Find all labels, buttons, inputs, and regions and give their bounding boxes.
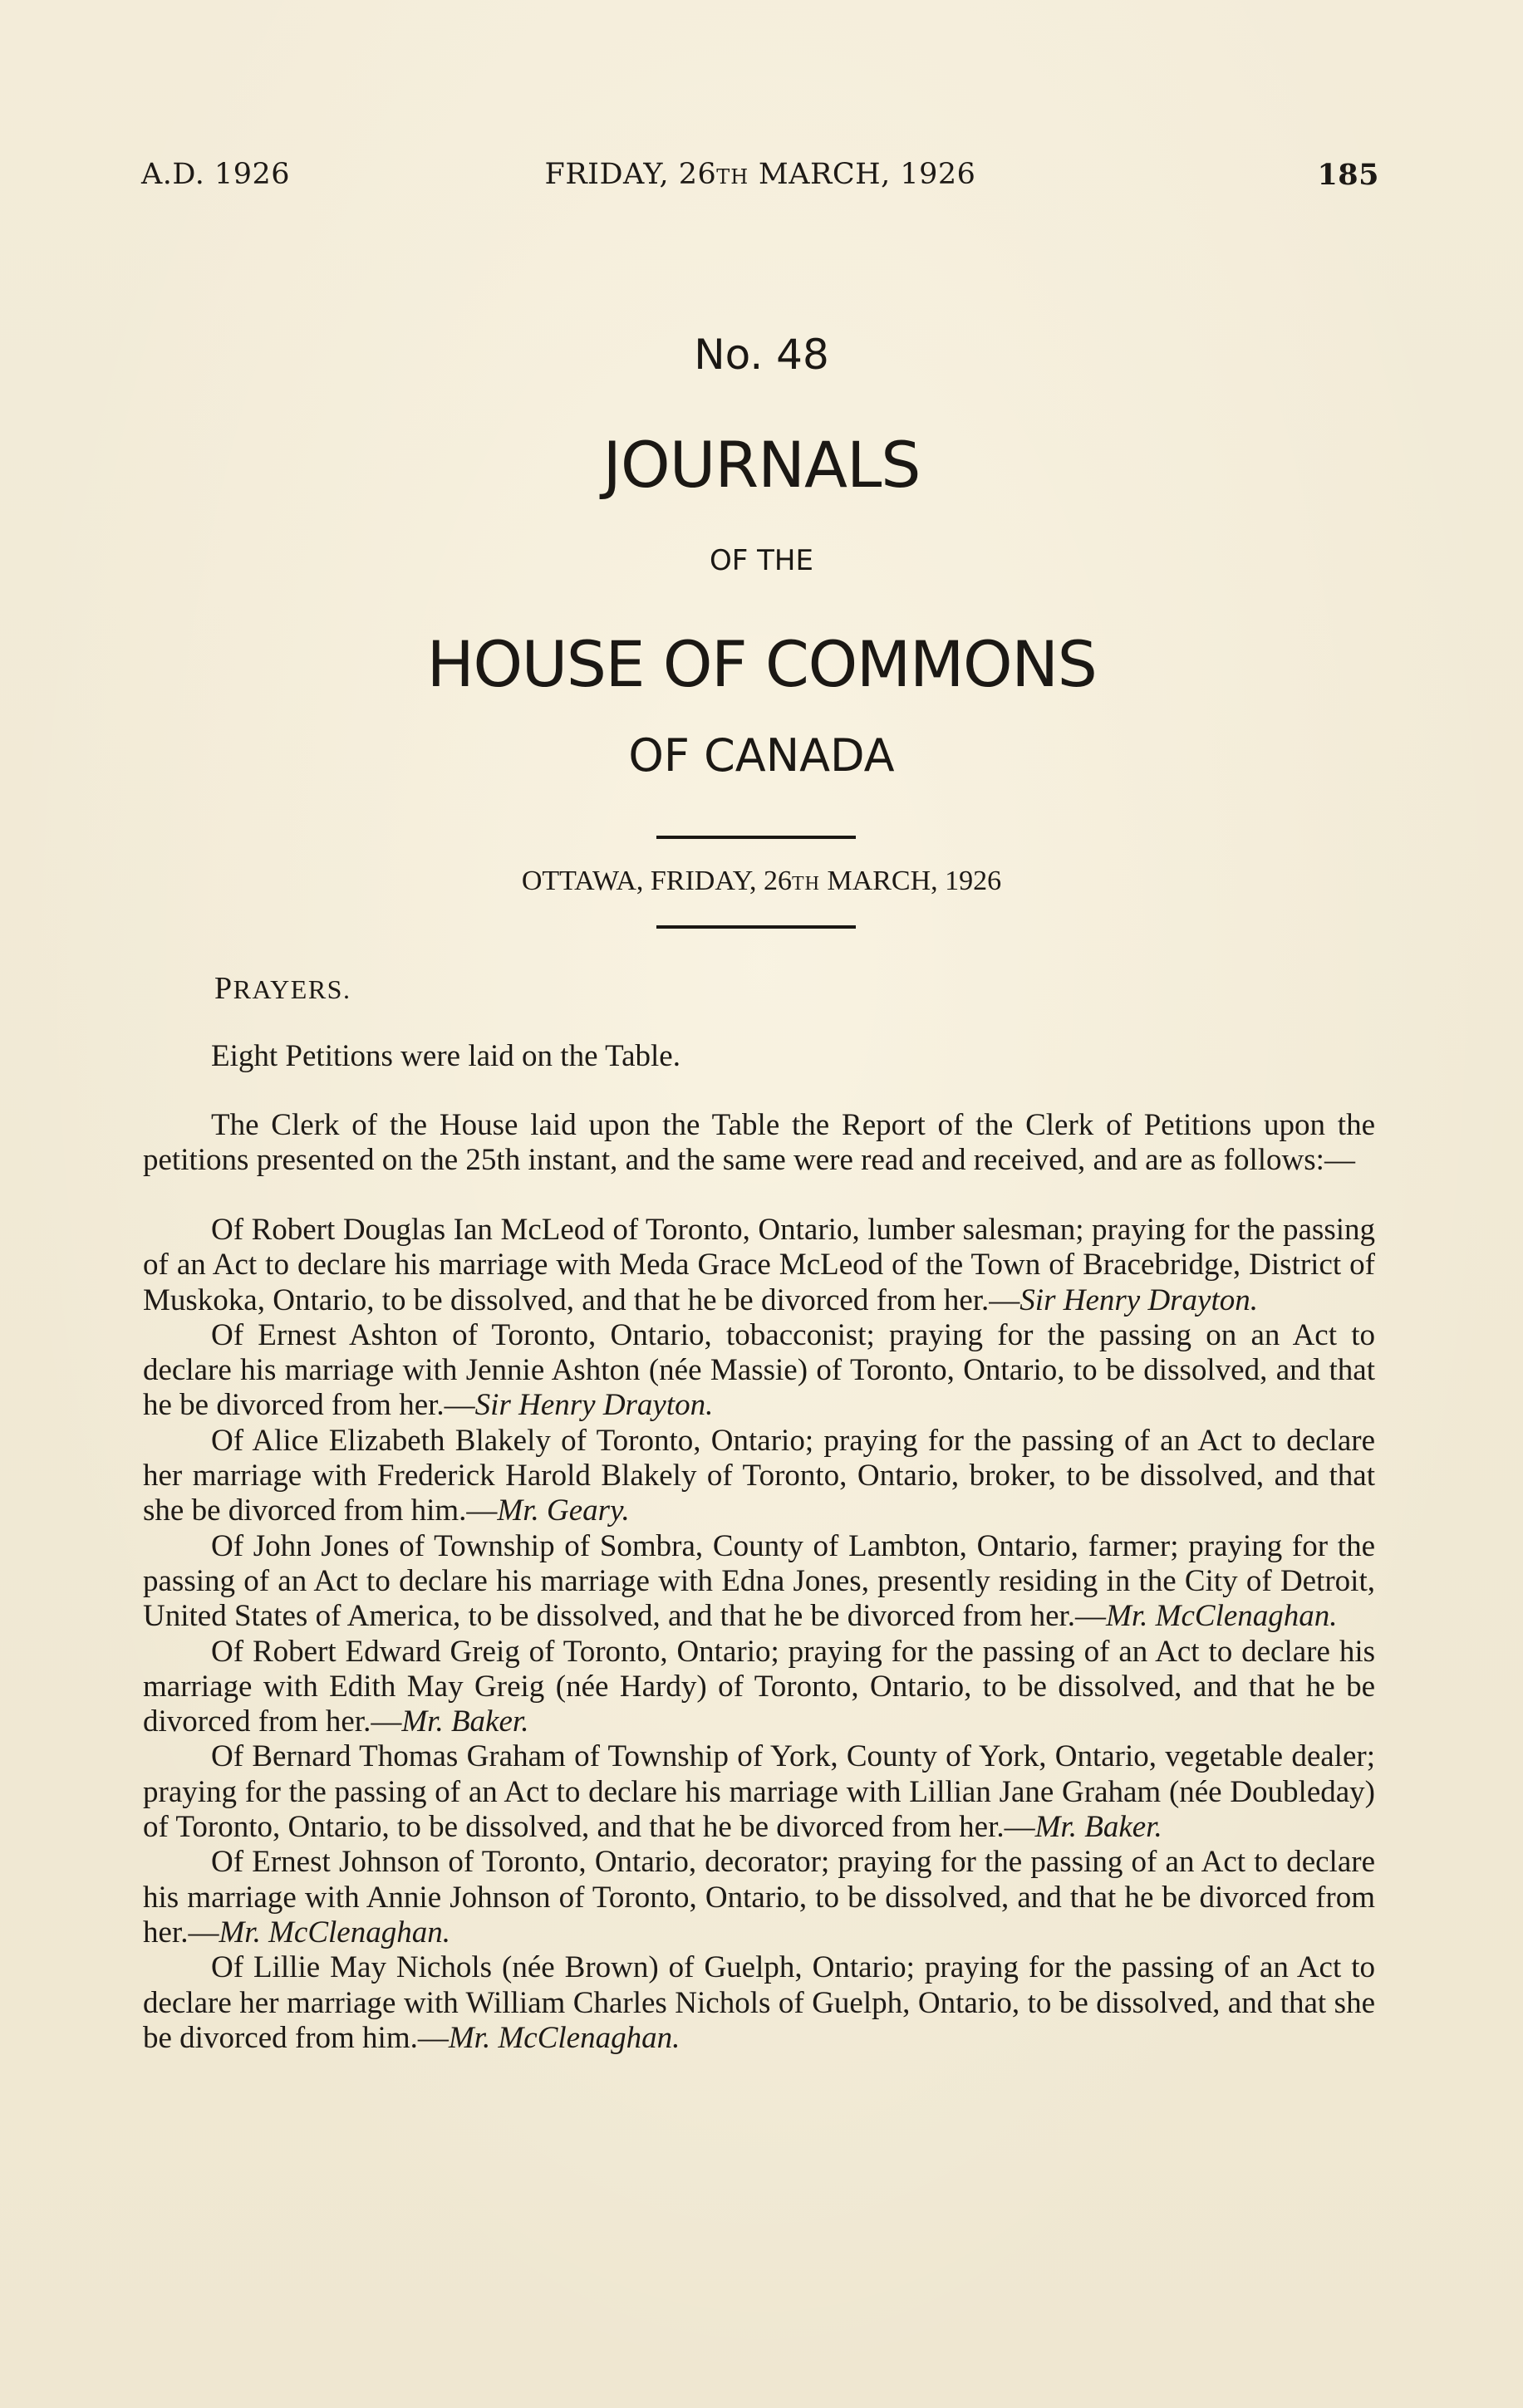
running-head-date-th: TH	[716, 165, 749, 189]
petition-item	[143, 1318, 1375, 1424]
bottom-rule	[656, 925, 856, 929]
prayers-heading	[214, 970, 351, 1007]
petition-text: Of Robert Douglas Ian McLeod of Toronto, Ontario, lumber salesman; praying for the passing of an Act to declare his marriage with Meda Grace McLeod of the Town of Bracebridge, District of Muskoka, Ontario, to be dissolved, and that he be divorced from her.—	[143, 1213, 1375, 1317]
petition-sponsor: Mr. McClenaghan.	[219, 1915, 450, 1949]
prayers-cap: P	[214, 971, 233, 1006]
petition-text: Of Ernest Johnson of Toronto, Ontario, decorator; praying for the passing of an Act to declare his marriage with Annie Johnson of Toronto, Ontario, to be dissolved, and that he be divorced from her.—	[143, 1845, 1375, 1949]
petition-item	[143, 1529, 1375, 1635]
eight-petitions-paragraph: Eight Petitions were laid on the Table.	[211, 1039, 680, 1073]
petition-item	[143, 1739, 1375, 1845]
of-canada-label: OF CANADA	[628, 729, 895, 782]
page-number: 185	[1317, 158, 1379, 192]
running-head	[141, 158, 1379, 199]
issue-number: No. 48	[694, 331, 829, 379]
petition-text: Of Robert Edward Greig of Toronto, Ontario; praying for the passing of an Act to declare his marriage with Edith May Greig (née Hardy) of Toronto, Ontario, to be dissolved, and that he be divorced from her.—	[143, 1634, 1375, 1739]
petition-text: Of Alice Elizabeth Blakely of Toronto, Ontario; praying for the passing of an Act to declare her marriage with Frederick Harold Blakely of Toronto, Ontario, broker, to be dissolved, and that she be divorced from him.—	[143, 1423, 1375, 1528]
house-of-commons-title: HOUSE OF COMMONS	[426, 627, 1097, 701]
of-the-label: OF THE	[710, 544, 813, 577]
petition-item	[143, 1950, 1375, 2056]
petition-item	[143, 1845, 1375, 1950]
petitions-list	[143, 1213, 1375, 2056]
journals-title: JOURNALS	[602, 428, 921, 502]
petition-text: Of John Jones of Township of Sombra, County of Lambton, Ontario, farmer; praying for the passing of an Act to declare his marriage with Edna Jones, presently residing in the City of Detroit, United States of America, to be dissolved, and that he be divorced from her.—	[143, 1528, 1375, 1634]
running-head-date-post: MARCH, 1926	[749, 158, 976, 191]
running-head-date	[141, 158, 1379, 191]
petition-text: Of Ernest Ashton of Toronto, Ontario, tobacconist; praying for the passing on an Act to declare his marriage with Jennie Ashton (née Massie) of Toronto, Ontario, to be dissolved, and that he be divorced from her.—	[143, 1317, 1375, 1423]
petition-item	[143, 1635, 1375, 1740]
dateline-post: MARCH, 1926	[819, 866, 1002, 896]
dateline-th: TH	[791, 873, 820, 895]
petition-sponsor: Sir Henry Drayton.	[1019, 1282, 1259, 1317]
petition-sponsor: Mr. McClenaghan.	[1106, 1599, 1338, 1634]
petition-text: Of Bernard Thomas Graham of Township of York, County of York, Ontario, vegetable dealer; praying for the passing of an Act to declare his marriage with Lillian Jane Graham (née Doubleday) of Toronto, Ontario, to be dissolved, and that he be divorced from her.—	[143, 1739, 1375, 1845]
petition-text: Of Lillie May Nichols (née Brown) of Guelph, Ontario; praying for the passing of an Act to declare her marriage with William Charles Nichols of Guelph, Ontario, to be dissolved, and that she be divorced from him.—	[143, 1950, 1375, 2055]
clerk-report-paragraph	[143, 1108, 1375, 1179]
top-rule	[656, 836, 856, 839]
petition-item	[143, 1213, 1375, 1318]
dateline-pre: OTTAWA, FRIDAY, 26	[521, 866, 792, 896]
petition-sponsor: Sir Henry Drayton.	[474, 1388, 714, 1423]
petition-item	[143, 1424, 1375, 1529]
prayers-rest: RAYERS.	[233, 974, 351, 1004]
petition-sponsor: Mr. Baker.	[1034, 1810, 1162, 1845]
running-head-date-pre: FRIDAY, 26	[544, 158, 717, 191]
petition-sponsor: Mr. Baker.	[401, 1704, 529, 1739]
clerk-report-text: The Clerk of the House laid upon the Table the Report of the Clerk of Petitions upon the petitions presented on the 25th instant, and the same were read and received, and are as follows:—	[143, 1108, 1375, 1178]
petition-sponsor: Mr. Geary.	[497, 1493, 630, 1528]
dateline	[0, 866, 1523, 897]
petition-sponsor: Mr. McClenaghan.	[448, 2020, 680, 2055]
running-head-year: A.D. 1926	[141, 158, 291, 191]
